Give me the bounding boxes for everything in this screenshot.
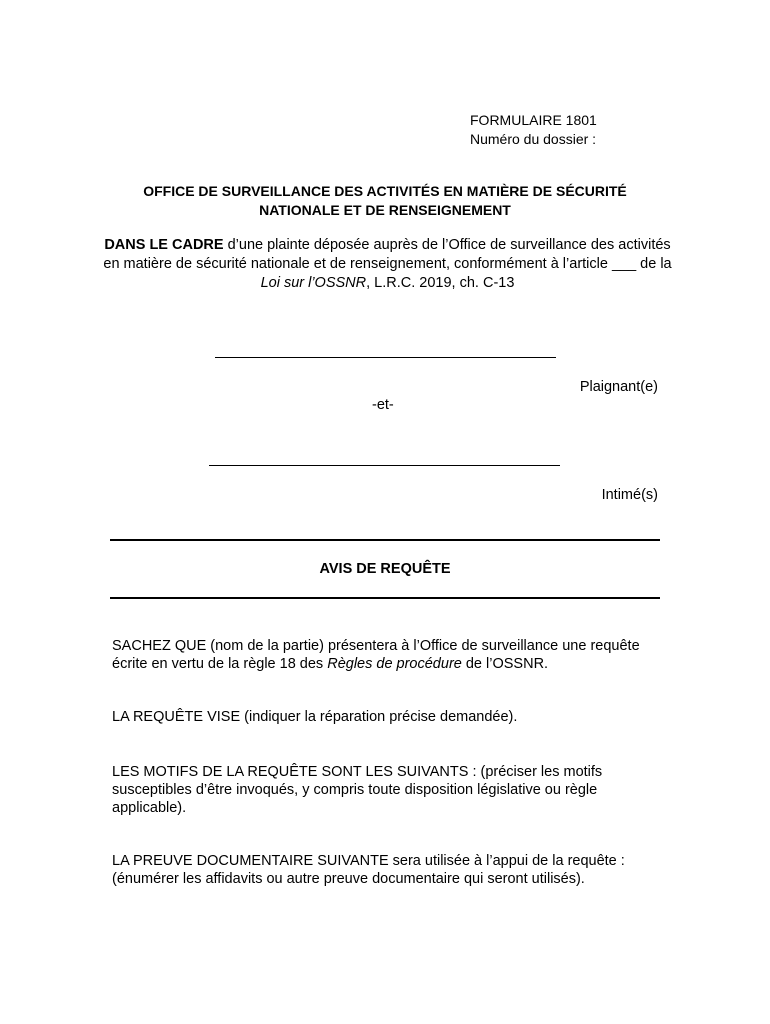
p1-rules-title: Règles de procédure bbox=[327, 656, 462, 672]
party-separator: -et- bbox=[372, 397, 394, 413]
notice-title: AVIS DE REQUÊTE bbox=[319, 561, 451, 577]
plaintiff-name-blank[interactable] bbox=[215, 357, 556, 358]
intro-text-2: , L.R.C. 2019, ch. C-13 bbox=[366, 275, 515, 291]
intro-bold-lead: DANS LE CADRE bbox=[104, 237, 224, 253]
intro-paragraph bbox=[100, 236, 675, 293]
office-title-line1: OFFICE DE SURVEILLANCE DES ACTIVITÉS EN MATIÈRE DE SÉCURITÉ bbox=[143, 183, 627, 199]
intro-law-title: Loi sur l’OSSNR bbox=[260, 275, 367, 291]
file-number-label: Numéro du dossier : bbox=[470, 131, 597, 147]
p1-text-2: de l’OSSNR. bbox=[461, 656, 549, 672]
top-divider bbox=[110, 539, 660, 541]
bottom-divider bbox=[110, 597, 660, 599]
intro-text-1: d’une plainte déposée auprès de l’Office de surveillance des activités en matière de sécurité nationale et de renseignement, conformément à l’article ___ de la bbox=[103, 237, 672, 272]
respondent-label: Intimé(s) bbox=[601, 487, 658, 503]
paragraph-requete-vise: LA REQUÊTE VISE (indiquer la réparation précise demandée). bbox=[112, 709, 518, 725]
paragraph-sachez-que bbox=[112, 637, 672, 673]
respondent-name-blank[interactable] bbox=[209, 465, 560, 466]
office-title bbox=[100, 182, 670, 220]
p1-text-1: SACHEZ QUE (nom de la partie) présentera à l’Office de surveillance une requête écrite en vertu de la règle 18 des bbox=[112, 638, 640, 672]
office-title-line2: NATIONALE ET DE RENSEIGNEMENT bbox=[259, 202, 511, 218]
plaintiff-label: Plaignant(e) bbox=[579, 379, 658, 395]
paragraph-preuve-documentaire: LA PREUVE DOCUMENTAIRE SUIVANTE sera utilisée à l’appui de la requête : (énumérer les affidavits ou autre preuve documentaire qui seront utilisés). bbox=[112, 853, 625, 887]
paragraph-motifs: LES MOTIFS DE LA REQUÊTE SONT LES SUIVANTS : (préciser les motifs susceptibles d’être invoqués, y compris toute disposition législative ou règle applicable). bbox=[112, 764, 603, 816]
form-header bbox=[470, 111, 597, 149]
form-number: FORMULAIRE 1801 bbox=[470, 112, 597, 128]
